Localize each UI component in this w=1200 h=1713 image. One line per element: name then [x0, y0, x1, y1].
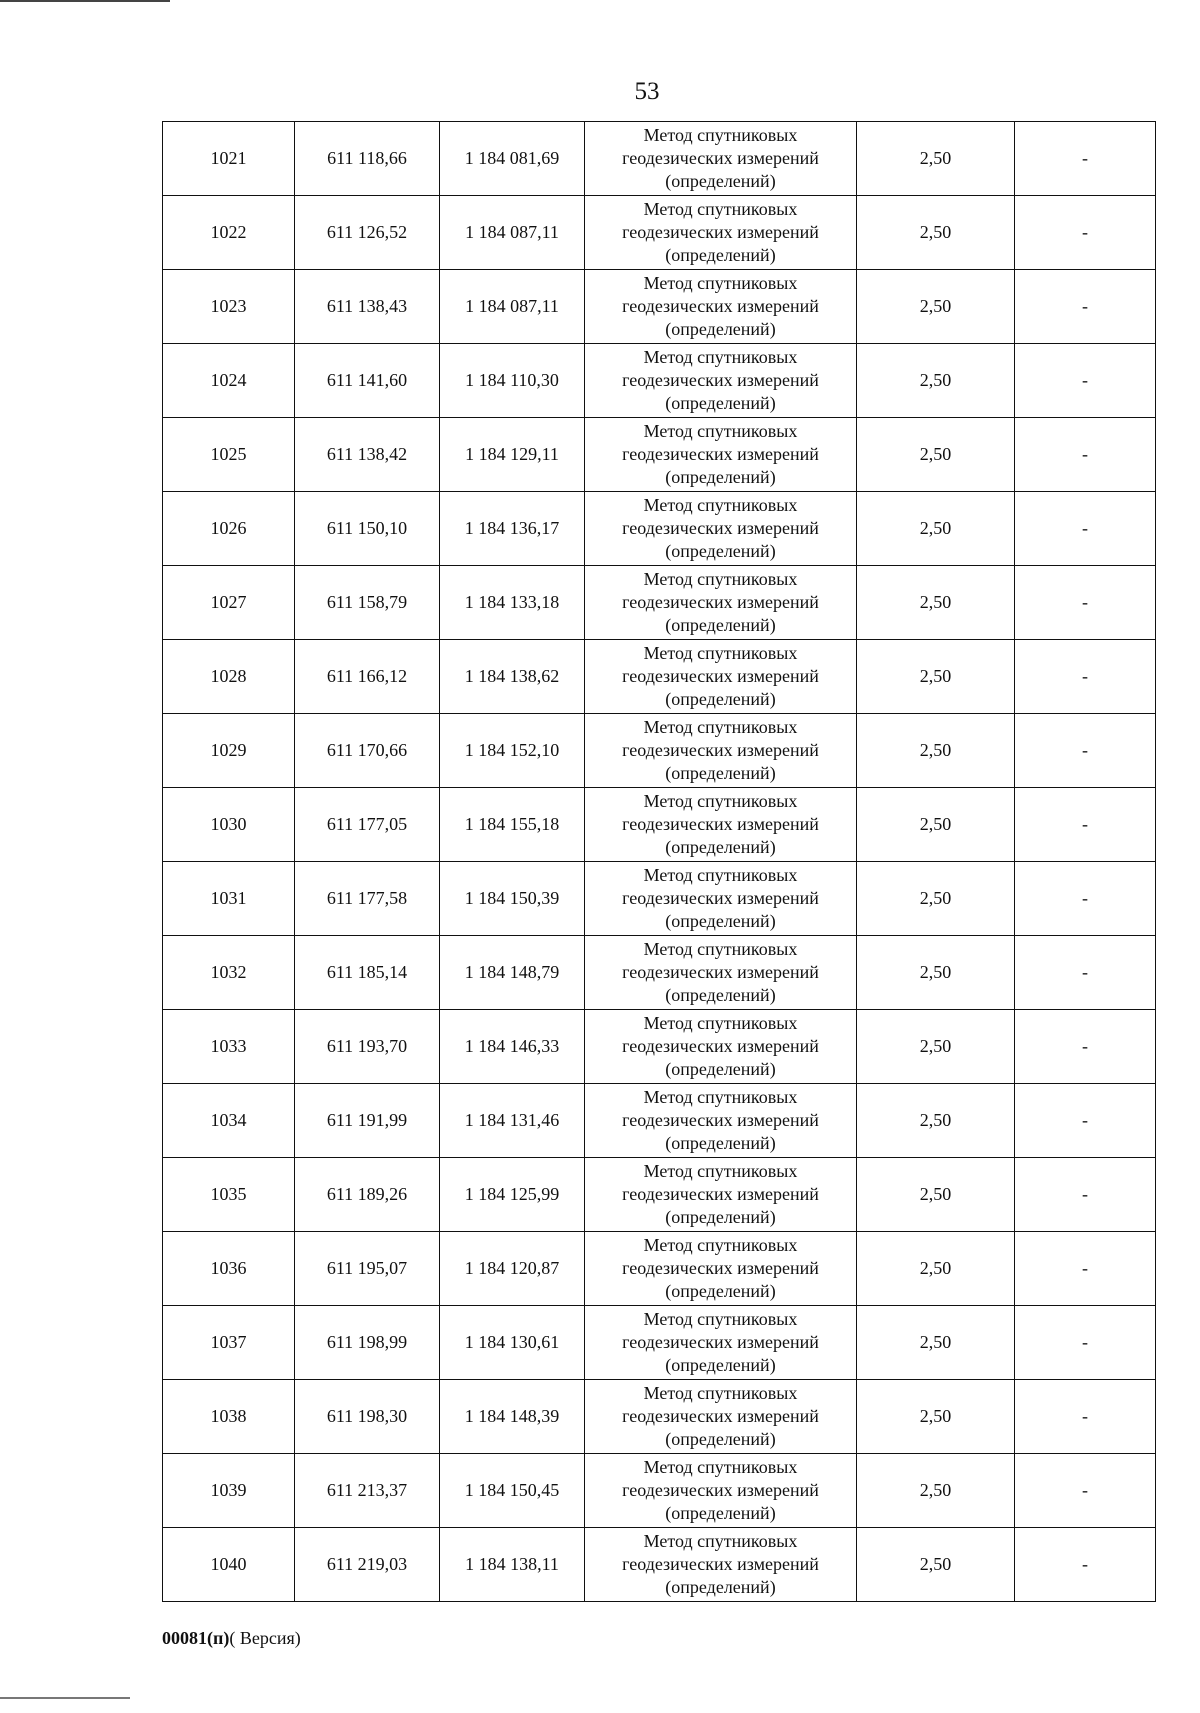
method-line: (определений) — [665, 911, 776, 931]
y-coordinate-cell: 1 184 120,87 — [440, 1232, 585, 1306]
point-number-cell: 1023 — [163, 270, 295, 344]
method-line: Метод спутниковых — [643, 1013, 798, 1033]
note-cell: - — [1015, 122, 1156, 196]
y-coordinate-cell: 1 184 148,39 — [440, 1380, 585, 1454]
point-number-cell: 1037 — [163, 1306, 295, 1380]
method-cell — [585, 1084, 857, 1158]
method-line: геодезических измерений — [622, 1406, 819, 1426]
point-number-cell: 1026 — [163, 492, 295, 566]
method-cell — [585, 492, 857, 566]
accuracy-cell: 2,50 — [857, 418, 1015, 492]
note-cell: - — [1015, 1528, 1156, 1602]
point-number-cell: 1025 — [163, 418, 295, 492]
table-row — [163, 1454, 1156, 1528]
point-number-cell: 1035 — [163, 1158, 295, 1232]
method-line: (определений) — [665, 1429, 776, 1449]
method-line: Метод спутниковых — [643, 1383, 798, 1403]
accuracy-cell: 2,50 — [857, 1232, 1015, 1306]
note-cell: - — [1015, 1158, 1156, 1232]
table-row — [163, 936, 1156, 1010]
point-number-cell: 1028 — [163, 640, 295, 714]
x-coordinate-cell: 611 166,12 — [295, 640, 440, 714]
accuracy-cell: 2,50 — [857, 788, 1015, 862]
table-row — [163, 492, 1156, 566]
method-line: геодезических измерений — [622, 740, 819, 760]
y-coordinate-cell: 1 184 146,33 — [440, 1010, 585, 1084]
note-cell: - — [1015, 418, 1156, 492]
footer-form-code: 00081(п) — [162, 1628, 230, 1648]
x-coordinate-cell: 611 150,10 — [295, 492, 440, 566]
note-cell: - — [1015, 196, 1156, 270]
method-cell — [585, 344, 857, 418]
method-cell — [585, 270, 857, 344]
method-line: геодезических измерений — [622, 1332, 819, 1352]
method-cell — [585, 1306, 857, 1380]
accuracy-cell: 2,50 — [857, 1010, 1015, 1084]
accuracy-cell: 2,50 — [857, 1380, 1015, 1454]
accuracy-cell: 2,50 — [857, 862, 1015, 936]
note-cell: - — [1015, 1380, 1156, 1454]
accuracy-cell: 2,50 — [857, 270, 1015, 344]
accuracy-cell: 2,50 — [857, 196, 1015, 270]
method-line: (определений) — [665, 763, 776, 783]
method-line: геодезических измерений — [622, 1480, 819, 1500]
x-coordinate-cell: 611 189,26 — [295, 1158, 440, 1232]
page-number: 53 — [634, 78, 660, 105]
x-coordinate-cell: 611 191,99 — [295, 1084, 440, 1158]
y-coordinate-cell: 1 184 148,79 — [440, 936, 585, 1010]
table-row — [163, 1306, 1156, 1380]
method-line: Метод спутниковых — [643, 1309, 798, 1329]
y-coordinate-cell: 1 184 129,11 — [440, 418, 585, 492]
point-number-cell: 1036 — [163, 1232, 295, 1306]
method-line: (определений) — [665, 837, 776, 857]
method-line: Метод спутниковых — [643, 125, 798, 145]
accuracy-cell: 2,50 — [857, 1454, 1015, 1528]
method-cell — [585, 936, 857, 1010]
method-cell — [585, 1158, 857, 1232]
point-number-cell: 1039 — [163, 1454, 295, 1528]
x-coordinate-cell: 611 138,42 — [295, 418, 440, 492]
method-line: геодезических измерений — [622, 814, 819, 834]
method-line: (определений) — [665, 467, 776, 487]
table-row — [163, 196, 1156, 270]
note-cell: - — [1015, 1010, 1156, 1084]
method-cell — [585, 862, 857, 936]
y-coordinate-cell: 1 184 133,18 — [440, 566, 585, 640]
point-number-cell: 1029 — [163, 714, 295, 788]
y-coordinate-cell: 1 184 087,11 — [440, 270, 585, 344]
note-cell: - — [1015, 1084, 1156, 1158]
table-row — [163, 788, 1156, 862]
method-line: (определений) — [665, 245, 776, 265]
table-row — [163, 566, 1156, 640]
method-line: геодезических измерений — [622, 1110, 819, 1130]
method-cell — [585, 640, 857, 714]
note-cell: - — [1015, 640, 1156, 714]
method-line: Метод спутниковых — [643, 717, 798, 737]
method-line: геодезических измерений — [622, 592, 819, 612]
y-coordinate-cell: 1 184 087,11 — [440, 196, 585, 270]
table-row — [163, 714, 1156, 788]
table-row — [163, 1232, 1156, 1306]
method-line: (определений) — [665, 1355, 776, 1375]
method-cell — [585, 1232, 857, 1306]
table-row — [163, 344, 1156, 418]
x-coordinate-cell: 611 126,52 — [295, 196, 440, 270]
point-number-cell: 1024 — [163, 344, 295, 418]
point-number-cell: 1030 — [163, 788, 295, 862]
method-line: геодезических измерений — [622, 370, 819, 390]
x-coordinate-cell: 611 195,07 — [295, 1232, 440, 1306]
accuracy-cell: 2,50 — [857, 1528, 1015, 1602]
table-row — [163, 1528, 1156, 1602]
point-number-cell: 1032 — [163, 936, 295, 1010]
method-line: Метод спутниковых — [643, 1531, 798, 1551]
method-cell — [585, 122, 857, 196]
method-line: (определений) — [665, 1281, 776, 1301]
accuracy-cell: 2,50 — [857, 936, 1015, 1010]
table-row — [163, 1380, 1156, 1454]
method-cell — [585, 714, 857, 788]
point-number-cell: 1022 — [163, 196, 295, 270]
method-line: геодезических измерений — [622, 962, 819, 982]
point-number-cell: 1027 — [163, 566, 295, 640]
x-coordinate-cell: 611 185,14 — [295, 936, 440, 1010]
accuracy-cell: 2,50 — [857, 714, 1015, 788]
y-coordinate-cell: 1 184 155,18 — [440, 788, 585, 862]
table-row — [163, 1010, 1156, 1084]
x-coordinate-cell: 611 198,99 — [295, 1306, 440, 1380]
accuracy-cell: 2,50 — [857, 122, 1015, 196]
point-number-cell: 1040 — [163, 1528, 295, 1602]
x-coordinate-cell: 611 219,03 — [295, 1528, 440, 1602]
method-line: (определений) — [665, 1133, 776, 1153]
method-line: Метод спутниковых — [643, 1087, 798, 1107]
method-line: (определений) — [665, 541, 776, 561]
note-cell: - — [1015, 566, 1156, 640]
x-coordinate-cell: 611 118,66 — [295, 122, 440, 196]
method-line: Метод спутниковых — [643, 865, 798, 885]
x-coordinate-cell: 611 170,66 — [295, 714, 440, 788]
accuracy-cell: 2,50 — [857, 1158, 1015, 1232]
point-number-cell: 1031 — [163, 862, 295, 936]
table-row — [163, 122, 1156, 196]
method-line: (определений) — [665, 1503, 776, 1523]
x-coordinate-cell: 611 177,58 — [295, 862, 440, 936]
method-line: геодезических измерений — [622, 888, 819, 908]
table-row — [163, 1158, 1156, 1232]
point-number-cell: 1038 — [163, 1380, 295, 1454]
note-cell: - — [1015, 936, 1156, 1010]
method-line: геодезических измерений — [622, 1258, 819, 1278]
method-line: (определений) — [665, 985, 776, 1005]
scan-edge-top — [0, 0, 170, 2]
note-cell: - — [1015, 1232, 1156, 1306]
method-cell — [585, 1010, 857, 1084]
note-cell: - — [1015, 270, 1156, 344]
accuracy-cell: 2,50 — [857, 640, 1015, 714]
method-line: геодезических измерений — [622, 148, 819, 168]
method-cell — [585, 1528, 857, 1602]
method-line: Метод спутниковых — [643, 1457, 798, 1477]
accuracy-cell: 2,50 — [857, 566, 1015, 640]
method-line: (определений) — [665, 689, 776, 709]
note-cell: - — [1015, 1454, 1156, 1528]
table-row — [163, 862, 1156, 936]
method-line: геодезических измерений — [622, 518, 819, 538]
y-coordinate-cell: 1 184 152,10 — [440, 714, 585, 788]
method-line: (определений) — [665, 319, 776, 339]
method-cell — [585, 1454, 857, 1528]
x-coordinate-cell: 611 198,30 — [295, 1380, 440, 1454]
note-cell: - — [1015, 788, 1156, 862]
method-cell — [585, 566, 857, 640]
method-cell — [585, 196, 857, 270]
method-line: геодезических измерений — [622, 1036, 819, 1056]
method-line: (определений) — [665, 1207, 776, 1227]
x-coordinate-cell: 611 193,70 — [295, 1010, 440, 1084]
y-coordinate-cell: 1 184 110,30 — [440, 344, 585, 418]
y-coordinate-cell: 1 184 131,46 — [440, 1084, 585, 1158]
method-line: (определений) — [665, 1577, 776, 1597]
method-line: (определений) — [665, 171, 776, 191]
method-line: (определений) — [665, 393, 776, 413]
method-line: геодезических измерений — [622, 1554, 819, 1574]
method-line: Метод спутниковых — [643, 939, 798, 959]
method-line: Метод спутниковых — [643, 643, 798, 663]
y-coordinate-cell: 1 184 125,99 — [440, 1158, 585, 1232]
method-line: Метод спутниковых — [643, 569, 798, 589]
scan-edge-bottom — [0, 1697, 130, 1699]
method-line: Метод спутниковых — [643, 199, 798, 219]
method-line: геодезических измерений — [622, 444, 819, 464]
y-coordinate-cell: 1 184 081,69 — [440, 122, 585, 196]
table-row — [163, 1084, 1156, 1158]
y-coordinate-cell: 1 184 136,17 — [440, 492, 585, 566]
method-cell — [585, 1380, 857, 1454]
method-line: (определений) — [665, 615, 776, 635]
y-coordinate-cell: 1 184 138,11 — [440, 1528, 585, 1602]
accuracy-cell: 2,50 — [857, 344, 1015, 418]
y-coordinate-cell: 1 184 138,62 — [440, 640, 585, 714]
method-cell — [585, 788, 857, 862]
x-coordinate-cell: 611 158,79 — [295, 566, 440, 640]
x-coordinate-cell: 611 141,60 — [295, 344, 440, 418]
method-line: Метод спутниковых — [643, 791, 798, 811]
accuracy-cell: 2,50 — [857, 492, 1015, 566]
y-coordinate-cell: 1 184 130,61 — [440, 1306, 585, 1380]
method-line: Метод спутниковых — [643, 347, 798, 367]
coordinates-table-body — [163, 122, 1156, 1602]
coordinates-table — [162, 121, 1156, 1602]
point-number-cell: 1033 — [163, 1010, 295, 1084]
method-line: геодезических измерений — [622, 666, 819, 686]
x-coordinate-cell: 611 177,05 — [295, 788, 440, 862]
note-cell: - — [1015, 862, 1156, 936]
table-row — [163, 418, 1156, 492]
method-line: Метод спутниковых — [643, 1161, 798, 1181]
method-line: Метод спутниковых — [643, 273, 798, 293]
table-row — [163, 640, 1156, 714]
y-coordinate-cell: 1 184 150,45 — [440, 1454, 585, 1528]
accuracy-cell: 2,50 — [857, 1306, 1015, 1380]
note-cell: - — [1015, 344, 1156, 418]
accuracy-cell: 2,50 — [857, 1084, 1015, 1158]
method-line: Метод спутниковых — [643, 421, 798, 441]
point-number-cell: 1021 — [163, 122, 295, 196]
method-line: Метод спутниковых — [643, 1235, 798, 1255]
method-line: (определений) — [665, 1059, 776, 1079]
method-line: Метод спутниковых — [643, 495, 798, 515]
method-line: геодезических измерений — [622, 222, 819, 242]
x-coordinate-cell: 611 213,37 — [295, 1454, 440, 1528]
note-cell: - — [1015, 714, 1156, 788]
method-cell — [585, 418, 857, 492]
document-footer — [162, 1628, 301, 1649]
method-line: геодезических измерений — [622, 1184, 819, 1204]
point-number-cell: 1034 — [163, 1084, 295, 1158]
table-row — [163, 270, 1156, 344]
y-coordinate-cell: 1 184 150,39 — [440, 862, 585, 936]
footer-version: ( Версия) — [229, 1628, 301, 1648]
x-coordinate-cell: 611 138,43 — [295, 270, 440, 344]
method-line: геодезических измерений — [622, 296, 819, 316]
note-cell: - — [1015, 1306, 1156, 1380]
note-cell: - — [1015, 492, 1156, 566]
